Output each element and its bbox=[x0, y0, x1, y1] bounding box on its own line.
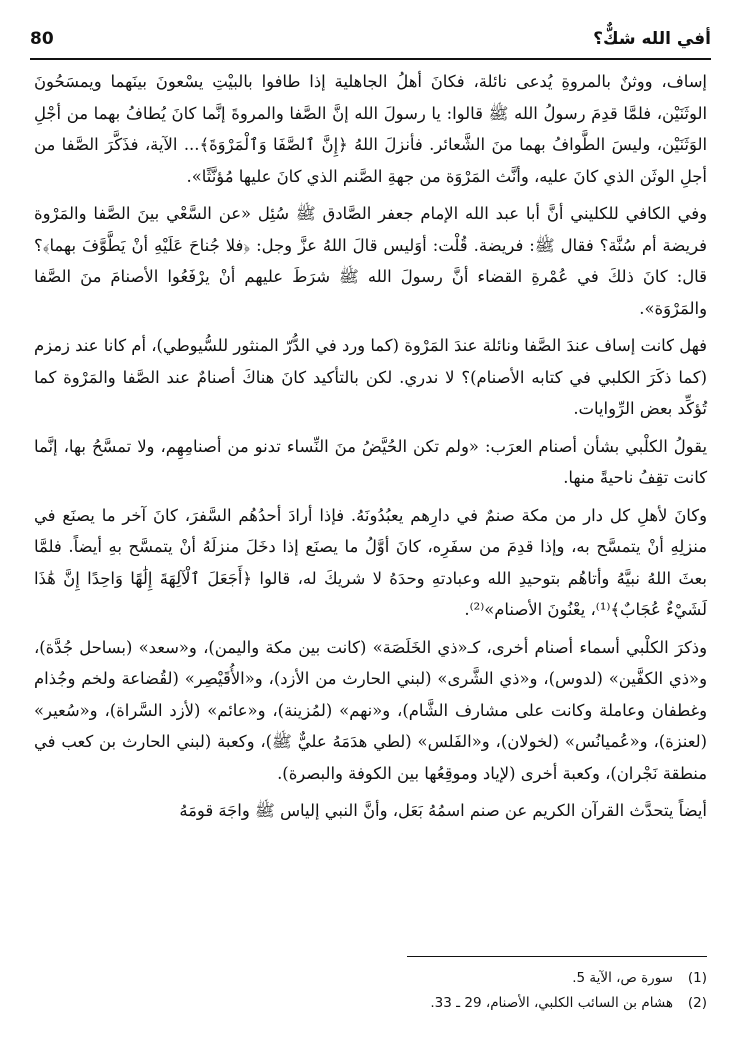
body-text bbox=[34, 66, 707, 833]
footnote bbox=[34, 966, 707, 991]
paragraph: أيضاً يتحدَّث القرآن الكريم عن صنم اسمُهُ بَعَل، وأنَّ النبي إلياس ﷺ واجَهَ قومَهُ bbox=[179, 801, 707, 820]
header-rule bbox=[30, 58, 711, 60]
footnotes bbox=[34, 966, 707, 1016]
footnote-text: هشام بن السائب الكلبي، الأصنام، 29 ـ 33. bbox=[430, 995, 673, 1011]
page-number: 80 bbox=[30, 29, 54, 49]
paragraph: وفي الكافي للكليني أنَّ أبا عبد الله الإمام جعفر الصَّادق ﷺ سُئِل «عن السَّعْي بينَ الصَّفا والمَرْوة فريضة أم سُنَّة؟ فقال ﷺ: فريضة. قُلْت: أوَليس قالَ اللهُ عزَّ وجل: ﴿فلا جُناحَ عَلَيْهِ أنْ يَطَّوَّفَ بهما﴾؟ قال: كانَ ذلكَ في عُمْرةِ القضاء أنَّ رسولَ الله ﷺ شرَطَ عليهم أنْ يرْفَعُوا الأصنامَ منَ الصَّفا والمَرْوَة». bbox=[34, 204, 707, 318]
footnote-number: (1) bbox=[687, 970, 707, 986]
footnote-rule bbox=[407, 956, 707, 957]
paragraph: وذكرَ الكلْبي أسماء أصنام أخرى، كـ«ذي الخَلَصَة» (كانت بين مكة واليمن)، و«سعد» (بساحل جُدَّة)، و«ذي الكفَّين» (لدوس)، و«ذي الشَّرى» (لبني الحارث من الأزد)، و«الأُقَيْصِر» (لقُضاعة ولخم وجُذام وغطفان وعاملة وكانت على مشارف الشَّام)، و«نهم» (لمُزينة)، و«عائم» (لأزد السَّراة)، و«سُعير» (لعنزة)، و«عُميانُس» (لخولان)، و«الفَلس» (لطي هدَمَهُ عليٌّ ﷺ)، وكعبة (لبني الحارث بن كعب في منطقة نَجْران)، وكعبة أخرى (لإياد وموقِعُها بين الكوفة والبصرة). bbox=[34, 637, 707, 783]
paragraph: فهل كانت إساف عندَ الصَّفا ونائلة عندَ المَرْوة (كما ورد في الدُّرّ المنثور للسُّيوطي)، أم كانا عند زمزم (كما ذكَرَ الكلبي في كتابه الأصنام)؟ لا ندري. لكن بالتأكيد كانَ هناكَ أصنامٌ عند الصَّفا والمَرْوة كما تُؤكِّد بعض الرِّوايات. bbox=[34, 336, 707, 418]
paragraph: يقولُ الكلْبي بشأن أصنام العرَب: «ولم تكن الحُيَّضُ منَ النِّساء تدنو من أصنامِهِم، ولا تمسَّحُ بها، إنَّما كانت تقِفُ ناحيةً منها. bbox=[34, 436, 707, 487]
paragraph: وكانَ لأهلِ كل دار من مكة صنمٌ في دارِهم يعبُدُونَهُ. فإذا أرادَ أحدُهُم السَّفرَ، كانَ آخر ما يصنَع في منزلِهِ أنْ يتمسَّح به، وإذا قدِمَ من سفَرِه، كانَ أوَّلُ ما يصنَع إذا دخَلَ منزلَهُ أنْ يتمسَّح بهِ أيضاً. فلمَّا بعثَ اللهُ نبيَّهُ وأتاهُم بتوحيدِ الله وعبادتهِ وحدَهُ لا شريكَ له، قالوا ﴿أَجَعَلَ ٱلْآلِهَةَ إِلَٰهًا وَاحِدًا إِنَّ هَٰذَا لَشَيْءٌ عُجَابٌ﴾⁽¹⁾، يعْنُونَ الأصنام»⁽²⁾. bbox=[34, 505, 707, 619]
footnote-number: (2) bbox=[687, 995, 707, 1011]
running-title: أفي الله شكٌّ؟ bbox=[593, 29, 711, 49]
page-header bbox=[30, 22, 711, 56]
footnote-text: سورة ص، الآية 5. bbox=[572, 970, 673, 986]
footnote bbox=[34, 991, 707, 1016]
paragraph: إساف، ووثنٌ بالمروةِ يُدعى نائلة، فكانَ أهلُ الجاهلية إذا طافوا بالبيْتِ يسْعونَ بينَهما ويمسَحُونَ الوثَنَيْن، فلمَّا قدِمَ رسولُ الله ﷺ قالوا: يا رسولَ الله إنَّ الصَّفا والمروةَ إنَّما كانَ يُطافُ بهما من أجْلِ الوَثَنَيْن، وليسَ الطَّوافُ بهما منَ الشَّعائر. فأنزلَ اللهُ ﴿إِنَّ ٱلصَّفَا وَٱلْمَرْوَةَ﴾... الآية، فذَكَّرَ الصَّفا من أجلِ الوثَن الذي كانَ عليه، وأنَّث المَرْوَة من جهةِ الصَّنم الذي كانَ عليها مُؤنَّثًا». bbox=[34, 72, 707, 186]
